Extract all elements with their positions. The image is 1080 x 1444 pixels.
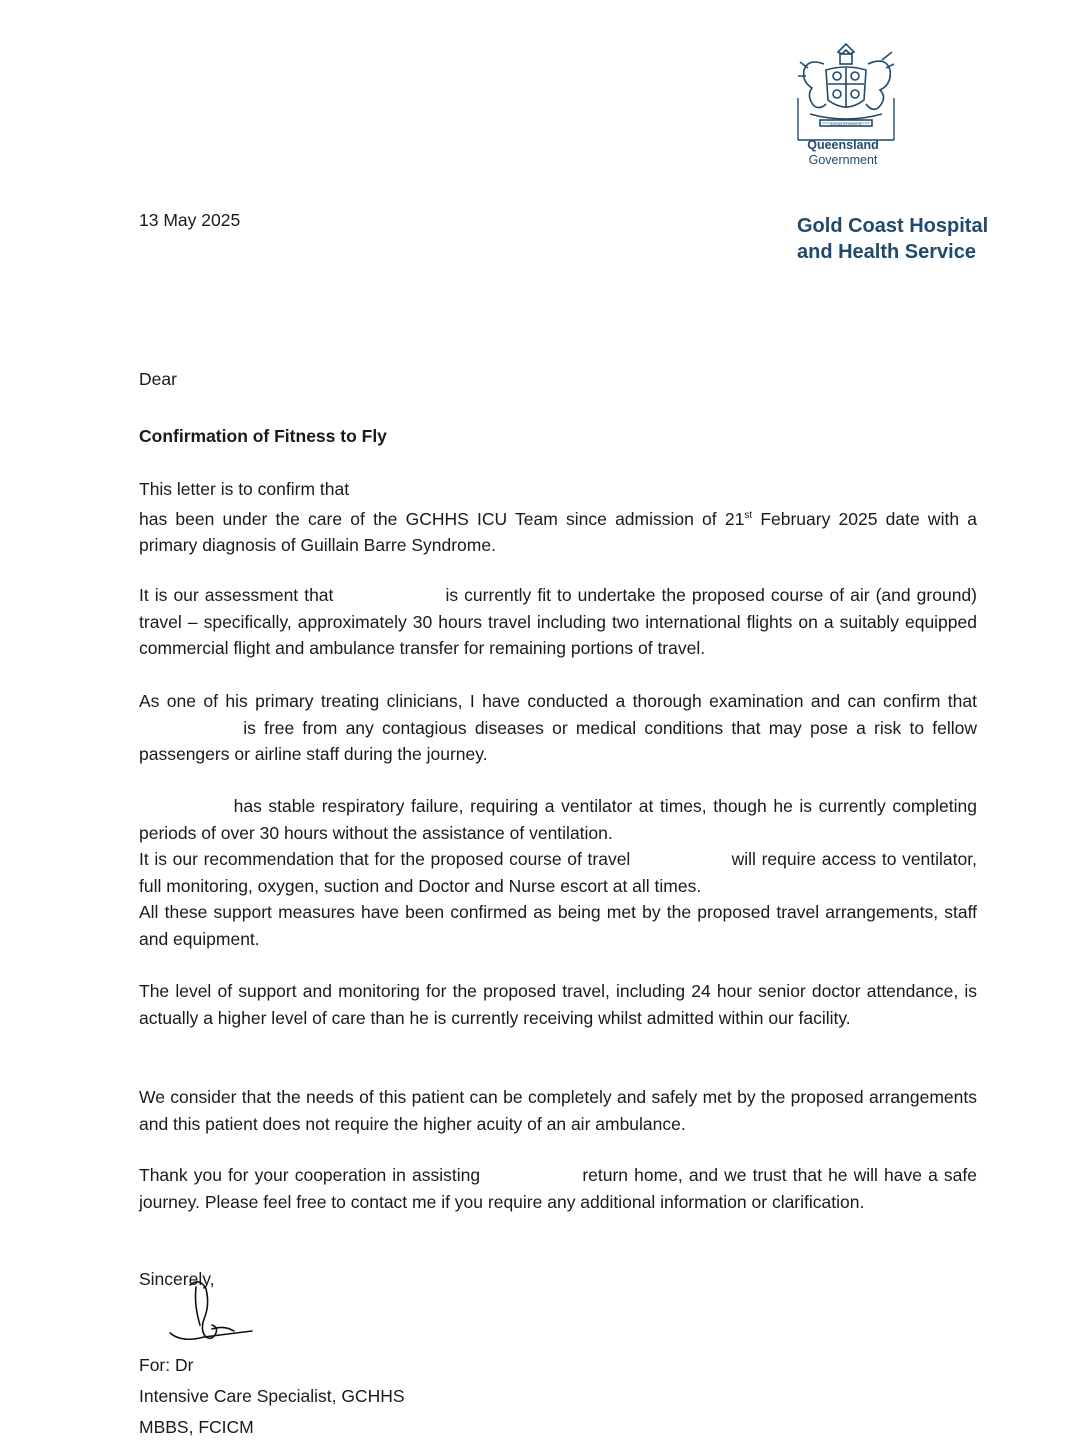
signature-block [139,1350,405,1443]
service-line1: Gold Coast Hospital [797,215,989,237]
paragraph-1 [139,476,977,558]
p1-text-b: has been under the care of the GCHHS ICU Team since admission of 21 [139,508,745,529]
p4-text-a: has stable respiratory failure, requiring a ventilator at times, though he is currently completing periods of over 30 hours without the assistance of ventilation. [139,796,977,843]
service-name [797,213,988,265]
p1-text-c: February 2025 date with a primary diagnosis of Guillain Barre Syndrome. [139,508,977,555]
p1-superscript: st [744,509,753,521]
paragraph-3 [139,688,977,768]
signer-for: For: Dr [139,1355,194,1375]
signer-qualifications: MBBS, FCICM [139,1417,254,1437]
queensland-crest-logo [796,40,896,145]
letter-subject: Confirmation of Fitness to Fly [139,426,387,446]
paragraph-5: The level of support and monitoring for the proposed travel, including 24 hour senior doctor attendance, is actually a higher level of care than he is currently receiving whilst admitted within our facility. [139,981,977,1028]
gov-name-line1: Queensland [807,138,879,152]
crest-motto: AUDAX AT FIDELIS [830,123,862,127]
paragraph-4 [139,793,977,952]
p4-text-c: will require access to ventilator, full monitoring, oxygen, suction and Doctor and Nurse escort at all times. [139,849,977,896]
p7-text-b: return home, and we trust that he will have a safe journey. Please feel free to contact me if you require any additional information or clarification. [139,1165,977,1212]
salutation: Dear [139,369,177,389]
p7-text-a: Thank you for your cooperation in assisting [139,1165,481,1185]
service-line2: and Health Service [797,241,976,263]
signer-role: Intensive Care Specialist, GCHHS [139,1386,405,1406]
government-name [798,138,888,168]
p3-text-b: is free from any contagious diseases or medical conditions that may pose a risk to fellow passengers or airline staff during the journey. [139,717,977,764]
paragraph-2 [139,582,977,662]
p2-text-a: It is our assessment that [139,585,334,605]
p4-text-b: It is our recommendation that for the proposed course of travel [139,849,631,869]
gov-name-line2: Government [808,153,878,167]
handwritten-signature [160,1275,260,1350]
paragraph-6: We consider that the needs of this patient can be completely and safely met by the proposed arrangements and this patient does not require the higher acuity of an air ambulance. [139,1087,977,1134]
p3-text-a: As one of his primary treating clinicians, I have conducted a thorough examination and can confirm that [139,691,977,711]
closing: Sincerely, [139,1269,215,1289]
p1-text-a: This letter is to confirm that [139,479,350,499]
p4-text-d: All these support measures have been confirmed as being met by the proposed travel arrangements, staff and equipment. [139,902,977,949]
paragraph-7 [139,1162,977,1215]
letter-date: 13 May 2025 [139,210,241,230]
p2-text-b: is currently fit to undertake the proposed course of air (and ground) travel – specifically, approximately 30 hours travel including two international flights on a suitably equipped commercial flight and ambulance transfer for remaining portions of travel. [139,585,977,658]
